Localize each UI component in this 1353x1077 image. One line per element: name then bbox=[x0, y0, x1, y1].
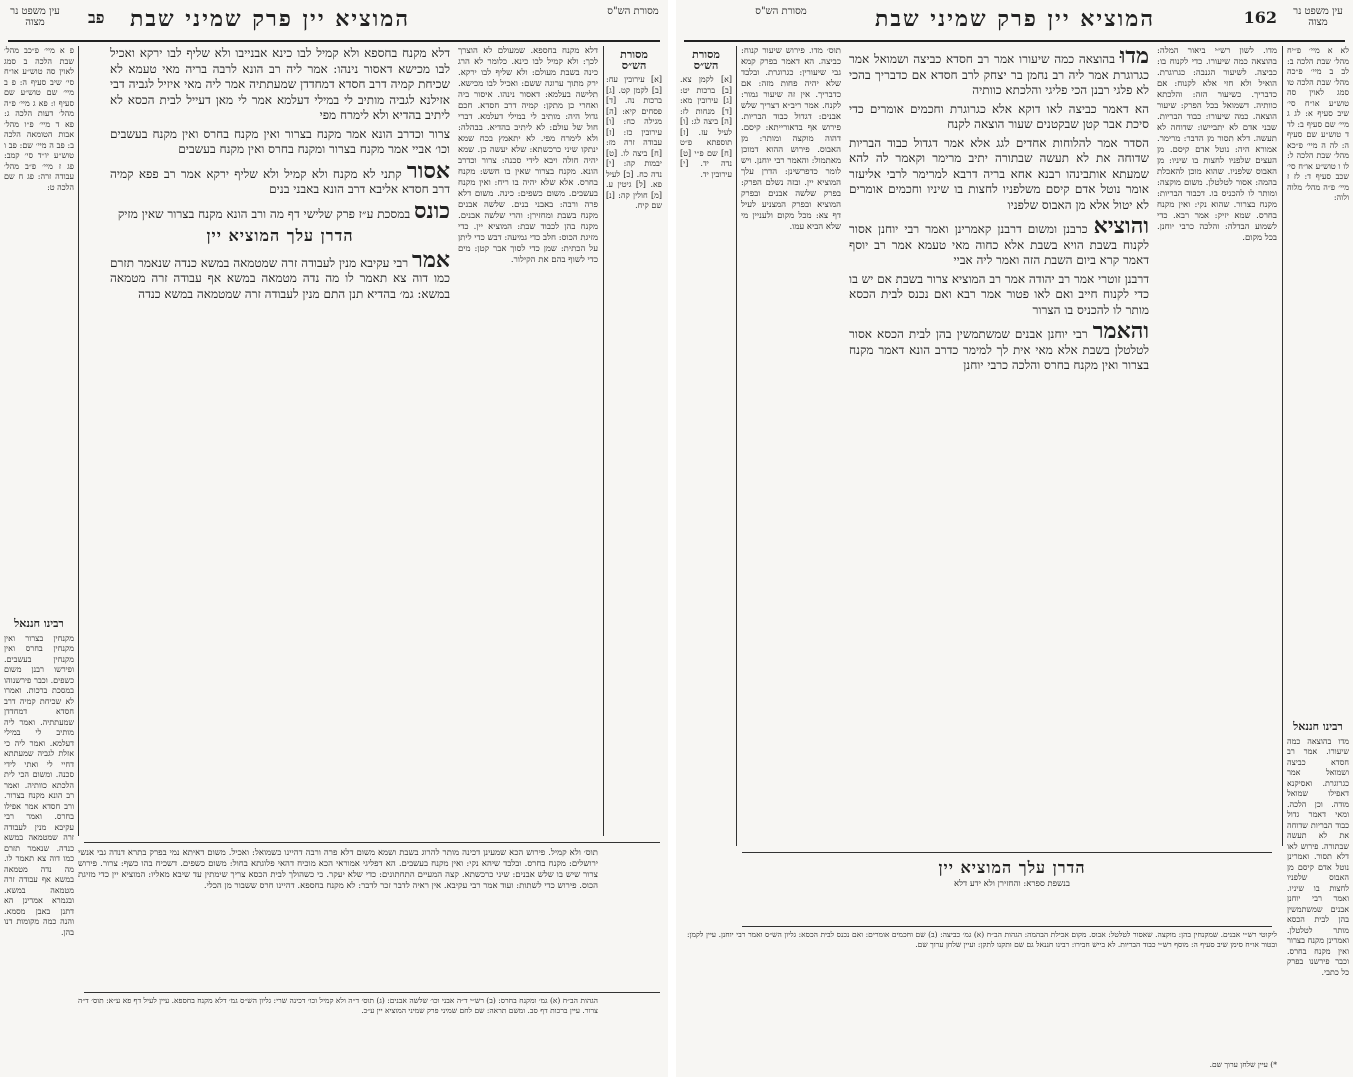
inner-commentary-text: מדו. לשון רש״י ביאור המלה: בהוצאה כמה שיעורו. כדי לקנוח בו: כביצה. לשיעור הגנבה: כגרוגרת. הואיל ולא חזי אלא לקנוח: אם כדבריך. כשיעור הזה: והלכתא כוותיה. דשמואל בכל הפרק: שיעור הוצאה. כמה שיעורו: כבוד הבריות. שבני אדם לא יתביישו: שדוחה לא תעשה. דלא תסור מן הדבר: מרימר. אמורא היה: נוטל אדם קיסם. מן העצים שלפניו לחצות בו שיניו: מן האבוס שלפניו. שהוא מוכן להאכלת בהמה: אסור לטלטלן. משום מוקצה: ומותר לו להכניס בו. דכבוד הבריות: מקנח בצרור. שהוא נקי: ואין מקנח בחרס. שמא יזיק: אמר רבא. כדי לשמוע הבדלה: והלכה כרבי יוחנן. בכל מקום. bbox=[1157, 46, 1277, 243]
chapter-end-heading: הדרן עלך המוציא יין bbox=[938, 858, 1086, 877]
masoret-text: [א] עירובין עח: [ב] לקמן קט. [ג] ברכות נה. [ד] פסחים קיא: [ה] מגילה כח: [ו] עירובין כז: [ז] עבודה זרה מז: [ח] ביצה לו. [ט] יבמות קה: [י] נדה כח. [כ] לעיל פא. [ל] גיטין ע. [מ] חולין קה: [נ] שם קיח. bbox=[606, 75, 662, 210]
horizontal-rule bbox=[84, 842, 660, 843]
main-text-paragraph bbox=[110, 246, 450, 303]
lead-word: מדוּ bbox=[1119, 46, 1149, 69]
masoret-heading: מסורת הש״ס bbox=[692, 48, 720, 72]
main-text-paragraph: צרור וכדרב הונא אמר מקנח בצרור ואין מקנח בחרס ואין מקנח בעשבים וכו׳ אביי אמר מקנח בצרור ומקנח בחרס ואין מקנח בעשבים bbox=[110, 126, 450, 156]
ein-mishpat-column bbox=[1287, 46, 1349, 586]
rabbenu-chananel-heading: רבינו חננאל bbox=[14, 617, 64, 630]
main-text-run: רבי יוחנן אבנים שמשתמשין בהן לבית הכסא אסור לטלטלן בשבת אלא מאי אית לך למימר כדרב הונא דאמר מקנח בצרור ואין מקנח בחרס והלכה כרבי יוחנן bbox=[849, 327, 1149, 372]
rabbenu-chananel-column bbox=[1287, 718, 1349, 1068]
ein-mishpat-text: לא א מיי׳ פ״יח מהל׳ שבת הלכה ב: לב ב מיי׳ פ״כה מהל׳ שבת הלכה טו סמג לאוין סה טוש״ע או״ח סי׳ שיב סעיף א: לג ג מיי׳ שם סעיף ב: לד ד טוש״ע שם סעיף ה: לה ה מיי׳ פ״כא מהל׳ שבת הלכה ל: לו ו טוש״ע או״ח סי׳ שכב סעיף ד: לז ז מיי׳ פ״ה מהל׳ מלוה ולוה: bbox=[1287, 46, 1349, 202]
horizontal-rule bbox=[742, 926, 1272, 927]
bottom-notes bbox=[78, 996, 598, 1074]
masoret-heading: מסורת הש״ס bbox=[620, 48, 648, 72]
page-title: המוציא יין פרק שמיני שבת bbox=[875, 6, 1155, 32]
outer-commentary-text: תוס׳ ולא קמיל. פירוש הכא שמעינן דכינה מותר להרוג בשבת ושמא משום דלא פרה ורבה דהיינו כשמואל: ואכיל. משום דאיתא נמי בפרק בתרא דנדה גבי אנשי ירושלים: מקנח בחרס. ובלבד שיהא נקי: ואין מקנח בעשבים. הא דפליגי אמוראי הכא מוכיח דהאי פלוגתא בחול: משום כשפים. דשכיח בהו כשף: צרור. פירוש צרור שיש בו שלש אבנים: שיני כרכשתא. קצה המעיים התחתונים: כדי שלא יעקר. כי כשהולך לבית הכסא צריך שימתין עד שיבא מאליו: המוציא יין כדי מזיגת הכוס. פירוש כדי לשתות: ועוד אמר רבי עקיבא. אין ראיה לדבר זכר לדבר: לא מקנח בחספא. דהיינו חרס ששבור מן הכלי. bbox=[78, 848, 598, 891]
main-text-paragraph: דרבנן זוטרי אמר רב יהודה אמר רב המוציא צרור בשבת אם יש בו כדי לקנוח חייב ואם לאו פטור אמר רבא ואם נכנס לבית הכסא מותר לו להכניס בו הצרור bbox=[849, 271, 1149, 317]
main-text-run: בהוצאה כמה שיעורו אמר רב חסדא כביצה ושמואל אמר כגרוגרת אמר ליה רב נחמן בר יצחק לרב חסדא אם כדבריך בהכי לא פלגי רבנן הכי פליגי והלכתא כוותיה bbox=[849, 52, 1149, 97]
main-text-paragraph bbox=[849, 46, 1149, 99]
footer-note-text: *) עיין שלחן ערוך שם. bbox=[1209, 1060, 1277, 1069]
column-rule bbox=[736, 46, 737, 846]
masoret-column bbox=[606, 46, 662, 826]
left-page-header bbox=[8, 4, 660, 42]
page-title: המוציא יין פרק שמיני שבת bbox=[130, 6, 410, 32]
rabbenu-chananel-text: מדו בהוצאה כמה שיעורו. אמר רב חסדא כביצה ושמואל אמר כגרוגרת. ואסיקנא דאפילו שמואל מודה. וכן הלכה. ומאי דאמר גדול כבוד הבריות שדוחה את לא תעשה שבתורה. פירוש לאו דלא תסור. ואמרינן נוטל אדם קיסם מן האבוס שלפניו לחצות בו שיניו. ואמר רבי יוחנן אבנים שמשתמשין בהן לבית הכסא מותר לטלטלן. ואמרינן מקנח בצרור ואין מקנח בחרס. וכבר פירשנו בפרק כל כתבי. bbox=[1287, 736, 1349, 977]
ein-mishpat-text: פ א מיי׳ פ״כב מהל׳ שבת הלכה ב סמג לאוין סה טוש״ע או״ח סי׳ שיב סעיף ה: פ ב מיי׳ שם טוש״ע שם סעיף ו: פא ג מיי׳ פ״ה מהל׳ דעות הלכה ג: פא ד מיי׳ פ״ו מהל׳ אבות הטומאה הלכה ב: פב ה מיי׳ שם: פב ו טוש״ע יו״ד סי׳ קמב: פג ז מיי׳ פ״ב מהל׳ עבודה זרה: פג ח שם הלכה ט: bbox=[4, 46, 74, 192]
chapter-end-note: בנשפת ספרא: והחזירן ולא ידע דלא bbox=[953, 879, 1071, 889]
main-text-run: קתני לא מקנח ולא קמיל ולא שליף ירקא אמר רב פפא קמיה דרב חסדא אליבא דרב הונא באבני בנים bbox=[110, 166, 450, 196]
lead-word: אמר bbox=[412, 246, 450, 273]
outer-commentary-band bbox=[78, 848, 598, 988]
chapter-end-band bbox=[747, 856, 1277, 922]
footer-note bbox=[687, 1060, 1277, 1074]
rabbenu-chananel-column bbox=[4, 615, 74, 1070]
lead-word: והוציא bbox=[1093, 213, 1149, 239]
left-page bbox=[0, 0, 668, 1077]
main-text-run: כרבנן ומשום דרבנן קאמרינן ואמר רבי יוחנן אסור לקנוח בשבת הויא בשבת אלא כחוה מאי טעמא אמר רב יוסף דאמר קרא ביום השבת הזה ואמר ליה אביי bbox=[849, 222, 1149, 267]
header-ein-mishpat-label: עין משפט נר מצוה bbox=[1293, 6, 1343, 28]
outer-commentary-column bbox=[741, 46, 841, 846]
main-text-paragraph bbox=[849, 318, 1149, 374]
lead-word: והאמר bbox=[1092, 318, 1149, 344]
masoret-text: [א] לקמן צא. [ב] ברכות יט: [ג] עירובין מא: [ד] מנחות לז: [ה] ביצה לג: [ו] לעיל עז. [ז] תוספתא פ״ט [ח] שם פ״י [ט] נדה יד. [י] עירובין יד. bbox=[680, 75, 732, 179]
inner-commentary-column bbox=[458, 46, 598, 836]
ein-mishpat-column bbox=[4, 46, 74, 606]
main-text-run: רבי עקיבא מנין לעבודה זרה שמטמאה במשא כנדה שנאמר תזרם כמו דוה צא תאמר לו מה נדה מטמאה במשא אף עבודה זרה מטמאה במשא: גמ׳ בהדיא תנן התם מנין לעבודה זרה שמטמאה במשא כנדה bbox=[110, 255, 450, 301]
horizontal-rule bbox=[742, 852, 1272, 853]
header-ein-mishpat-label: עין משפט נר מצוה bbox=[10, 6, 60, 28]
column-rule bbox=[78, 46, 79, 836]
right-page bbox=[676, 0, 1353, 1077]
header-masoret-label: מסורת הש"ס bbox=[755, 6, 807, 17]
main-text-column bbox=[849, 46, 1149, 846]
masoret-column bbox=[680, 46, 732, 846]
folio-number: 162 bbox=[1243, 8, 1277, 27]
column-rule bbox=[1282, 46, 1283, 846]
main-text-run: במסכת ע״ז פרק שלישי דף מה ורב הונא מקנח בצרור שאין מזיק bbox=[117, 206, 411, 221]
main-text-paragraph bbox=[849, 213, 1149, 269]
lead-word: אסור bbox=[406, 157, 450, 184]
lead-word: כונס bbox=[413, 197, 450, 224]
rabbenu-chananel-text: מקנחין בצרור ואין מקנחין בחרס ואין מקנחין בעשבים. ופירשו רבנן משום כשפים. וכבר פירשנוהו במסכת ברכות. ואמרו לא שכיחת קמיה דרב חסדא דמחדדן שמעתתיה. ואמר ליה מותיב לי במילי דעלמא. ואמר ליה כי אזלת לגביה שמעתתא דחיי לי ואתי לידי סכנה. ומשום הכי לית הלכתא כוותיה. ואמר רב הונא מקנח בצרור. ורב חסדא אמר אפילו בחרס. ואמר רבי עקיבא מנין לעבודה זרה שמטמאה במשא כנדה. שנאמר תזרם כמו דוה צא תאמר לו. מה נדה מטמאה במשא אף עבודה זרה מטמאה במשא. ובגמרא אמרינן הא דתנן באבן מסמא. והנה כמה מקומות דנו בהן. bbox=[4, 633, 74, 937]
horizontal-rule bbox=[84, 992, 660, 993]
main-text-paragraph: הא דאמר כביצה לאו דוקא אלא כגרוגרת וחכמים אומרים כדי סיכת אבר קטן שבקטנים שעור הוצאה לקנח bbox=[849, 101, 1149, 131]
inner-commentary-column bbox=[1157, 46, 1277, 846]
bottom-notes-text: הגהות הב״ח (א) גמ׳ ומקנח בחרס: (ב) רש״י ד״ה אבני וכו׳ שלשה אבנים: (ג) תוס׳ ד״ה ולא קמיל וכו׳ דכינה שרי: גליון הש״ס גמ׳ דלא מקנח בחספא. עיין לעיל דף פא ע״א: תוס׳ ד״ה צרור. עיין ברכות דף סב. ומשם תראה: שם לחם שמיני פרק שמיני המוציא יין ע״כ. bbox=[78, 996, 598, 1015]
outer-commentary-text: תוס׳ מדו. פירוש שיעור קנוח: כביצה. הא דאמר בפרק קמא גבי שיעורין: כגרוגרת. ובלבד שלא יהיה פחות מזה: אם כדבריך. אין זה שיעור גמור: לקנח. אמר ריב״א דצריך שלש אבנים: דגדול כבוד הבריות. פירוש אף בדאורייתא: קיסם. דהוה מוקצה ומותר: מן האבוס. פירוש ההוא דמוכן מאתמול: והאמר רבי יוחנן. ויש לומר כדפרשינן: הדרן עלך המוציא יין. ובזה נשלם הפרק: בפרק שלשה אבנים ובפרק המוציא ובפרק המצניע לעיל דף צא: מכל מקום ולעניין מי שלא הביא עמו. bbox=[741, 46, 841, 232]
right-page-header bbox=[684, 4, 1345, 42]
main-text-column bbox=[110, 46, 450, 836]
main-text-paragraph: דלא מקנח בחספא ולא קמיל לבו כינא אבנייבו ולא שליף לבו ירקא ואכיל לבו מכישא דאסור נינהו: אמר ליה רב הונא לרבה בריה מאי טעמא לא שכיחת קמיה דרב חסדא דמחדדן שמעתתיה אמר ליה מאי איזיל לגביה דבי אזילנא לגביה מותיב לי במילי דעלמא אמר לי מאן דעייל לבית הכסא לא ליתיב בהדיא ולא לימרח מפי bbox=[110, 46, 450, 122]
rabbenu-chananel-heading: רבינו חננאל bbox=[1293, 720, 1343, 733]
bottom-notes bbox=[687, 930, 1277, 1058]
main-text-paragraph bbox=[110, 157, 450, 198]
column-rule bbox=[603, 46, 604, 836]
inner-commentary-text: דלא מקנח בחספא. שמעולם לא הוצרך לכך: ולא קמיל לבו כינא. כלומר לא הרג כינה בשבת מעולם: ולא שליף לבו ירקא. ירק מתוך ערוגה ששם: ואכיל לבו מכישא. תלישה בעלמא: דאסור נינהו. איסור ביה ואחרי כן מתקן: קמיה דרב חסדא. חכם גדול היה: מותיב לי במילי דעלמא. דברי חול של עולם: לא ליתיב בהדיא. בבהלה: ולא לימרח מפי. לא יתאמץ בכח שמא ינתקו שיני כרכשתא: שלא יעשה כן. שמא יהיה חולה ויבא לידי סכנה: צרור וכדרב הונא. מקנח בצרור שאין בו חשש: מקנח בחרס. אלא שלא יהיה בו ריח: ואין מקנח בעשבים. משום כשפים: כינה. משום דלא פרה ורבה: באבני בנים. שלשה אבנים מקנח בשבת ומחזירן: והרי שלשה אבנים. מקנח בהן לכבוד שבת: המוציא יין. כדי מזיגת הכוס: חלב כדי גמיעה: דבש כדי ליתן על הכתית: שמן כדי לסוך אבר קטן: מים כדי לשוף בהם את הקילור. bbox=[458, 46, 598, 265]
folio-number: פב bbox=[88, 8, 105, 27]
chapter-end-heading: הדרן עלך המוציא יין bbox=[206, 226, 354, 245]
main-text-paragraph: הסדר אמר להלוחות אחדים לגג אלא אמר דגדול כבוד הבריות שדוחה את לא תעשה שבתורה יתיב מרימר וקאמר לה להא שמעתא אותבינהו רבנא אחא בריה דרבא למרימר לרבי אליעזר אומר נוטל אדם קיסם משלפניו לחצות בו שיניו וחכמים אומרים לא יטול אלא מן האבוס שלפניו bbox=[849, 135, 1149, 212]
bottom-notes-text: ליקוטי רש״י אבנים. שמקנחין בהן: מוקצה. שאסור לטלטל: אבוס. מקום אכילת הבהמה: הגהות הב״ח (א) גמ׳ כביצה: (ב) שם וחכמים אומרים: ואם נכנס לבית הכסא: גליון הש״ס ואמר רבי יוחנן. עיין לקמן: ובטור או״ח סימן שיב סעיף ה: מוסף רש״י כבוד הבריות. לא בייש חבירו: רבינו חננאל גם שם ותקנו לתקן: ועיין שלחן ערוך שם. bbox=[687, 930, 1277, 949]
main-text-paragraph bbox=[110, 197, 450, 224]
header-masoret-label: מסורת הש"ס bbox=[607, 6, 659, 17]
